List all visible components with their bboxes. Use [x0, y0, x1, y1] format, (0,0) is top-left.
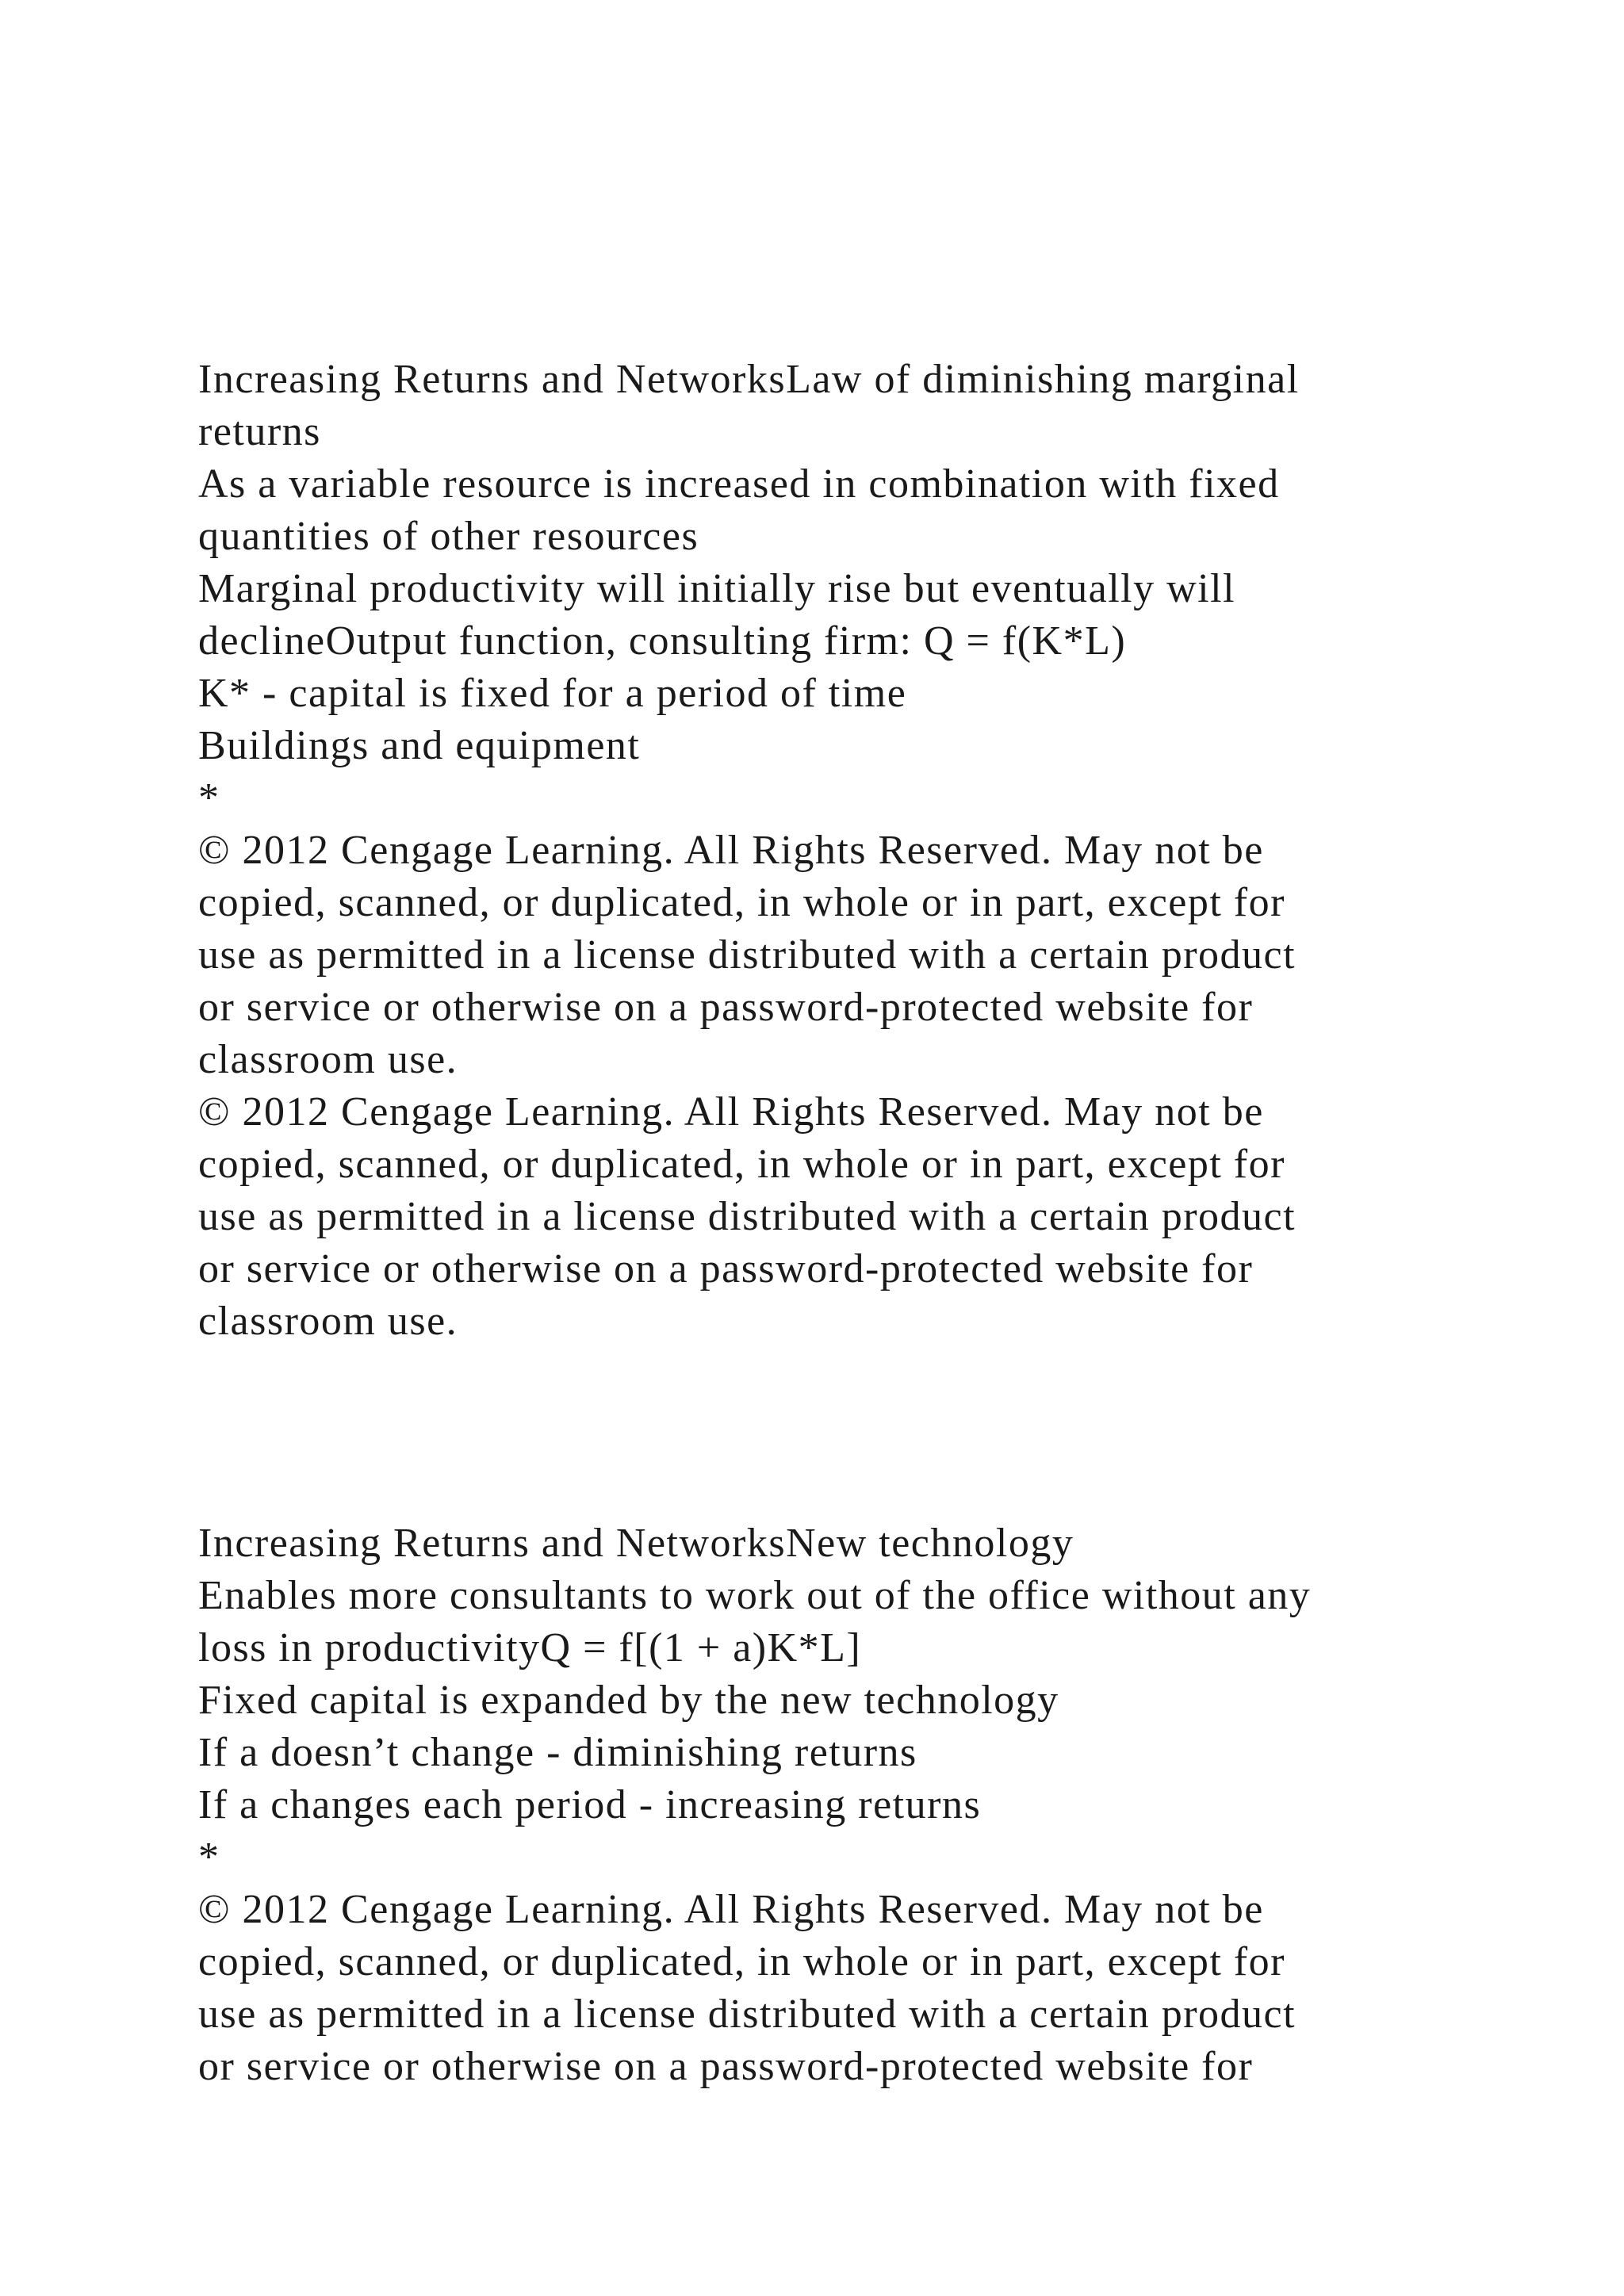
copyright-line: copied, scanned, or duplicated, in whole or in part, except for — [198, 880, 1285, 925]
copyright-line: use as permitted in a license distributed with a certain product — [198, 1194, 1297, 1239]
copyright-line: or service or otherwise on a password-protected website for — [198, 2044, 1254, 2089]
text-line: quantities of other resources — [198, 514, 699, 559]
copyright-line: © 2012 Cengage Learning. All Rights Reserved. May not be — [198, 1089, 1264, 1135]
text-section-1 — [198, 354, 1467, 1348]
text-line: If a doesn’t change - diminishing returns — [198, 1730, 917, 1775]
text-line: returns — [198, 409, 321, 454]
text-line: Enables more consultants to work out of the office without any — [198, 1573, 1312, 1618]
text-line: As a variable resource is increased in combination with fixed — [198, 461, 1280, 507]
copyright-line: copied, scanned, or duplicated, in whole or in part, except for — [198, 1939, 1285, 1984]
text-line: If a changes each period - increasing returns — [198, 1782, 982, 1827]
text-line: K* - capital is fixed for a period of time — [198, 671, 907, 716]
text-line: * — [198, 775, 220, 821]
text-line: Fixed capital is expanded by the new technology — [198, 1678, 1059, 1723]
copyright-line: or service or otherwise on a password-protected website for — [198, 1246, 1254, 1292]
text-line: loss in productivityQ = f[(1 + a)K*L] — [198, 1625, 862, 1670]
text-line: * — [198, 1835, 220, 1880]
copyright-line: use as permitted in a license distributed with a certain product — [198, 1992, 1297, 2037]
copyright-line: classroom use. — [198, 1037, 458, 1082]
copyright-line: © 2012 Cengage Learning. All Rights Reserved. May not be — [198, 1887, 1264, 1932]
copyright-line: classroom use. — [198, 1299, 458, 1344]
copyright-line: © 2012 Cengage Learning. All Rights Reserved. May not be — [198, 828, 1264, 873]
copyright-line: use as permitted in a license distributed with a certain product — [198, 932, 1297, 978]
copyright-line: copied, scanned, or duplicated, in whole or in part, except for — [198, 1142, 1285, 1187]
text-line: Buildings and equipment — [198, 723, 641, 768]
text-section-2 — [198, 1517, 1467, 2093]
text-line: Increasing Returns and NetworksNew technology — [198, 1521, 1074, 1566]
text-line: Increasing Returns and NetworksLaw of diminishing marginal — [198, 357, 1300, 402]
text-line: Marginal productivity will initially rise but eventually will — [198, 566, 1236, 611]
text-line: declineOutput function, consulting firm: Q = f(K*L) — [198, 618, 1127, 664]
copyright-line: or service or otherwise on a password-protected website for — [198, 985, 1254, 1030]
